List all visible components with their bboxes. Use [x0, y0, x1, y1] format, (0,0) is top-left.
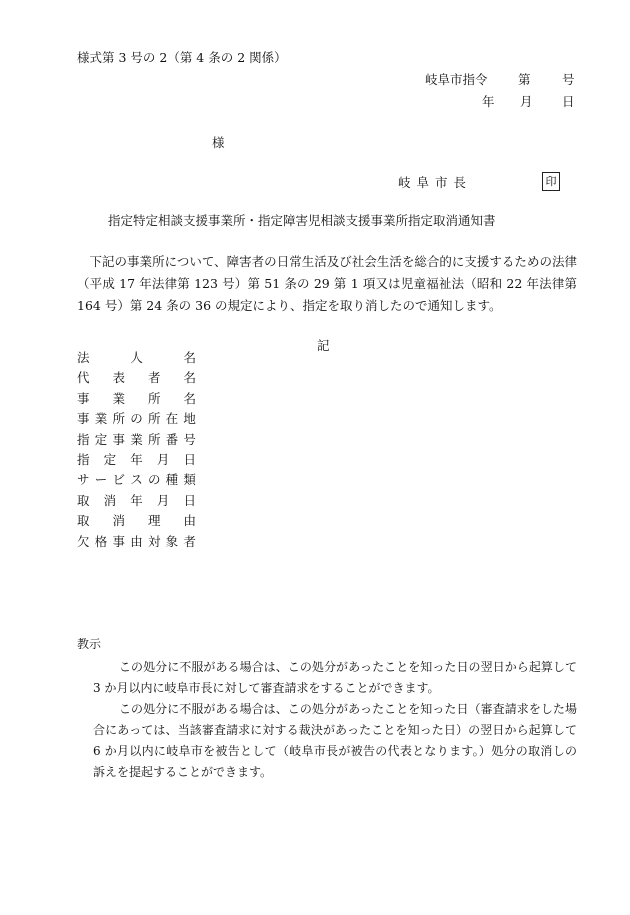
seal-mark: 印	[542, 172, 560, 191]
directive-go: 号	[562, 72, 575, 87]
instruction-heading: 教示	[77, 637, 102, 651]
date-day: 日	[562, 94, 575, 109]
item-label: 事 業 所 の 所 在 地	[77, 411, 196, 427]
date-month: 月	[520, 94, 533, 109]
ki-heading: 記	[317, 338, 330, 353]
directive-label: 岐阜市指令	[425, 72, 488, 87]
instruction-paragraph: この処分に不服がある場合は、この処分があったことを知った日の翌日から起算して 3 か月以内に岐阜市長に対して審査請求をすることができます。	[93, 660, 577, 695]
item-label: 事 業 所 名	[77, 390, 196, 406]
item-label: 指 定 事 業 所 番 号	[77, 431, 196, 447]
issuer-name: 岐 阜 市 長	[398, 175, 467, 190]
item-label: サ ー ビ ス の 種 類	[77, 472, 196, 488]
item-label: 取 消 年 月 日	[77, 492, 196, 508]
directive-dai: 第	[518, 72, 531, 87]
date-year: 年	[482, 94, 495, 109]
item-list	[77, 348, 196, 552]
item-label: 法 人 名	[77, 350, 196, 365]
item-label: 代 表 者 名	[77, 370, 196, 386]
instruction-paragraph: この処分に不服がある場合は、この処分があったことを知った日（審査請求をした場合にあっては、当該審査請求に対する裁決があったことを知った日）の翌日から起算して 6 か月以内に岐阜市を被告として（岐阜市長が被告の代表となります。）処分の取消しの訴えを提起することができます。	[93, 702, 577, 779]
form-number: 様式第 3 号の 2（第 4 条の 2 関係）	[77, 50, 287, 65]
instruction-block	[77, 634, 577, 783]
document-title: 指定特定相談支援事業所・指定障害児相談支援事業所指定取消通知書	[108, 213, 496, 228]
item-label: 欠 格 事 由 対 象 者	[77, 533, 196, 549]
item-label: 取 消 理 由	[77, 513, 196, 529]
addressee-suffix: 様	[212, 135, 225, 150]
item-label: 指 定 年 月 日	[77, 451, 196, 467]
body-paragraph: 下記の事業所について、障害者の日常生活及び社会生活を総合的に支援するための法律（平成 17 年法律第 123 号）第 51 条の 29 第 1 項又は児童福祉法（昭和 22 年法律第 164 号）第 24 条の 36 の規定により、指定を取り消したので通知します。	[77, 254, 577, 313]
